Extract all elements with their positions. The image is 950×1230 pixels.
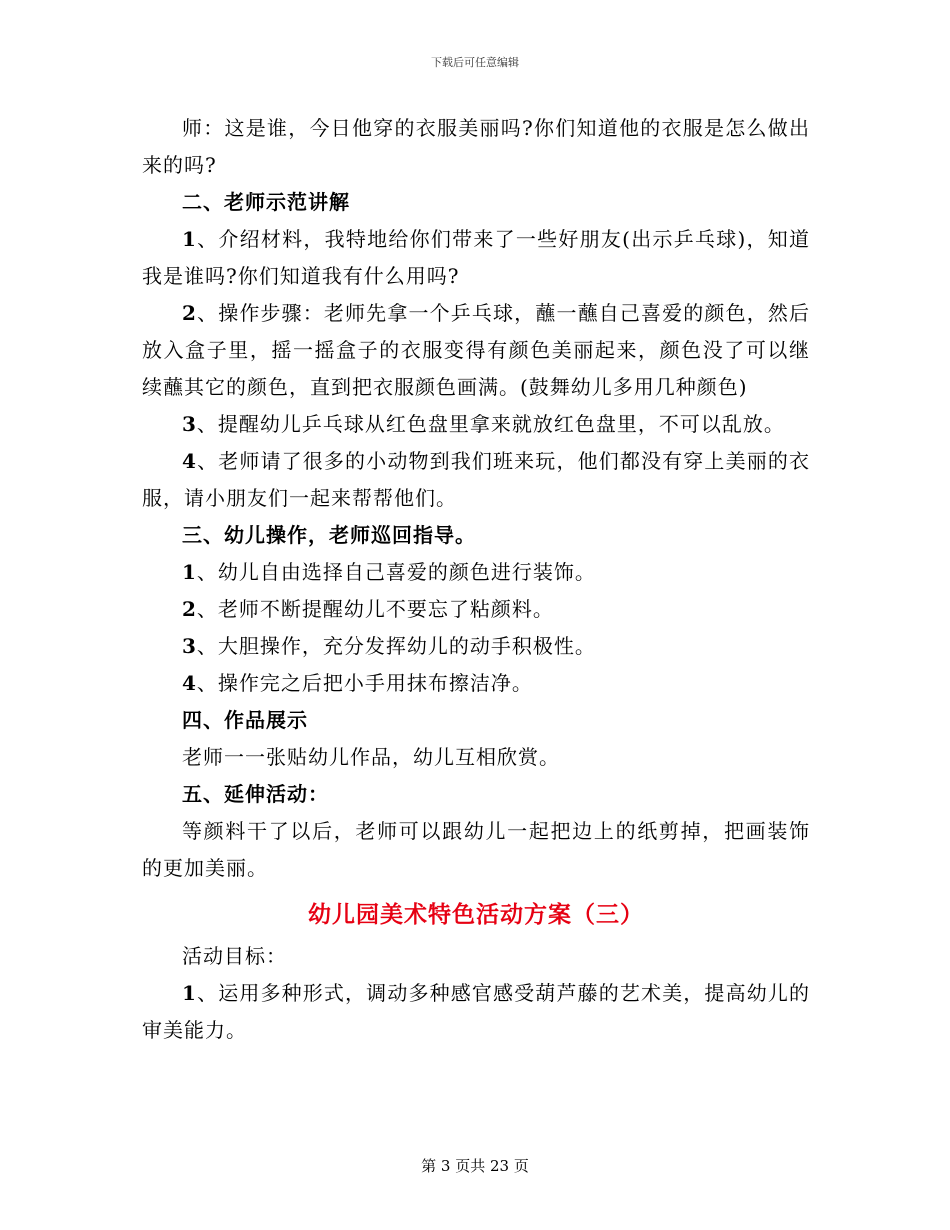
- page-number: 第 3 页共 23 页: [421, 1157, 529, 1175]
- paragraph-extension: 等颜料干了以后，老师可以跟幼儿一起把边上的纸剪掉，把画装饰的更加美丽。: [142, 819, 810, 880]
- paragraph-animals: [142, 443, 810, 517]
- item-text: 、介绍材料，我特地给你们带来了一些好朋友(出示乒乓球)，知道我是谁吗?你们知道我有什么用吗?: [142, 227, 810, 288]
- item-text: 、运用多种形式，调动多种感官感受葫芦藤的艺术美，提高幼儿的审美能力。: [142, 981, 810, 1042]
- item-number: 4: [182, 449, 197, 473]
- item-number: 2: [182, 597, 197, 621]
- paragraph-intro: 师：这是谁，今日他穿的衣服美丽吗?你们知道他的衣服是怎么做出来的吗?: [142, 116, 810, 177]
- paragraph-reminder: [142, 406, 810, 443]
- paragraph-clean-hands: [142, 665, 810, 702]
- paragraph-display: 老师一一张贴幼儿作品，幼儿互相欣赏。: [182, 745, 560, 769]
- item-number: 1: [182, 560, 197, 584]
- heading-extension: 五、延伸活动：: [182, 782, 329, 806]
- item-number: 1: [182, 981, 197, 1005]
- item-number: 4: [182, 671, 197, 695]
- item-text: 、幼儿自由选择自己喜爱的颜色进行装饰。: [196, 560, 596, 584]
- section-title: 幼儿园美术特色活动方案（三）: [308, 901, 644, 928]
- heading-display: 四、作品展示: [182, 708, 308, 732]
- paragraph-steps: [142, 295, 810, 406]
- paragraph-paint-reminder: [142, 591, 810, 628]
- paragraph-choose-color: [142, 554, 810, 591]
- item-text: 、大胆操作，充分发挥幼儿的动手积极性。: [196, 634, 596, 658]
- item-number: 3: [182, 634, 197, 658]
- item-text: 、提醒幼儿乒乓球从红色盘里拿来就放红色盘里，不可以乱放。: [196, 412, 785, 436]
- heading-demo: 二、老师示范讲解: [182, 190, 350, 214]
- item-text: 、操作步骤：老师先拿一个乒乓球，蘸一蘸自己喜爱的颜色，然后放入盒子里，摇一摇盒子的衣服变得有颜色美丽起来，颜色没了可以继续蘸其它的颜色，直到把衣服颜色画满。(鼓舞幼儿多用几种颜色): [142, 301, 810, 399]
- header-note: 下载后可任意编辑: [431, 56, 519, 69]
- paragraph-materials: [142, 221, 810, 295]
- item-number: 1: [182, 227, 197, 251]
- paragraph-goals-label: 活动目标：: [182, 944, 287, 968]
- paragraph-bold-operation: [142, 628, 810, 665]
- item-number: 3: [182, 412, 197, 436]
- paragraph-goal-1: [142, 975, 810, 1049]
- item-text: 、老师不断提醒幼儿不要忘了粘颜料。: [196, 597, 554, 621]
- document-body: [142, 110, 810, 1049]
- heading-operation: 三、幼儿操作，老师巡回指导。: [182, 523, 476, 547]
- item-text: 、老师请了很多的小动物到我们班来玩，他们都没有穿上美丽的衣服，请小朋友们一起来帮帮他们。: [142, 449, 810, 510]
- item-number: 2: [182, 301, 197, 325]
- item-text: 、操作完之后把小手用抹布擦洁净。: [196, 671, 533, 695]
